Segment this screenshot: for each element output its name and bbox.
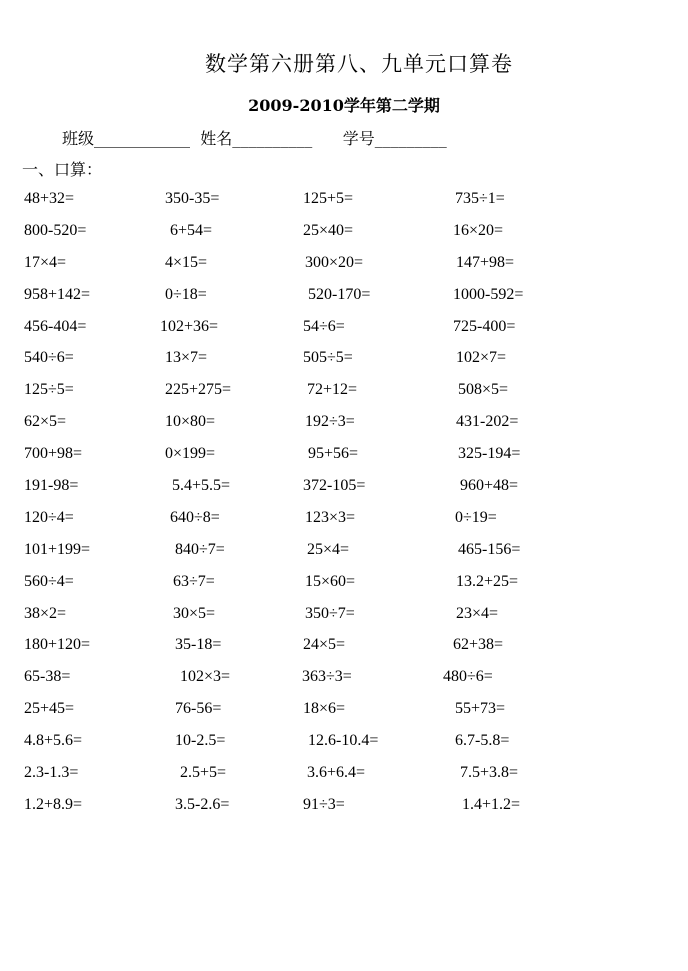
problem-item: 76-56= [175,700,222,718]
problem-row [0,537,688,569]
problem-item: 480÷6= [443,668,493,686]
problem-item: 372-105= [303,477,366,495]
problem-item: 3.5-2.6= [175,795,230,813]
problem-row [0,441,688,473]
problem-item: 25+45= [24,700,75,718]
problem-item: 180+120= [24,636,91,654]
problem-item: 1.2+8.9= [24,795,83,813]
problem-item: 960+48= [460,477,519,495]
problem-item: 700+98= [24,445,83,463]
problem-item: 13.2+25= [456,572,519,590]
problem-row [0,601,688,633]
problem-item: 325-194= [458,445,521,463]
problem-item: 191-98= [24,477,79,495]
problem-item: 125+5= [303,190,354,207]
problem-item: 0÷18= [165,285,207,303]
problem-row [0,186,688,218]
problem-item: 192÷3= [305,413,355,431]
problem-item: 55+73= [455,700,506,718]
problem-row [0,409,688,441]
problem-item: 10×80= [165,413,216,431]
problem-item: 1.4+1.2= [462,795,521,813]
problem-row [0,664,688,696]
problem-row [0,569,688,601]
problem-item: 800-520= [24,221,87,239]
problem-item: 350÷7= [305,604,355,622]
problem-item: 125÷5= [24,381,74,399]
problem-item: 958+142= [24,285,91,303]
exam-title: 数学第六册第八、九单元口算卷 [205,52,513,76]
problem-item: 725-400= [453,317,516,335]
problem-item: 13×7= [165,349,208,367]
problem-item: 5.4+5.5= [172,477,231,495]
problem-item: 560÷4= [24,572,74,590]
class-field: 班级____________ [62,129,191,148]
problem-item: 350-35= [165,190,220,207]
problem-item: 63÷7= [173,572,215,590]
problem-item: 456-404= [24,317,87,335]
problem-item: 54÷6= [303,317,345,335]
student-number-field: 学号_________ [342,129,447,148]
problem-row [0,314,688,346]
problem-item: 38×2= [24,604,67,622]
problem-row [0,345,688,377]
problem-item: 431-202= [456,413,519,431]
problem-item: 16×20= [453,221,504,239]
problem-item: 2.5+5= [180,764,227,782]
student-info-line [62,126,447,149]
problem-row [0,760,688,792]
problem-item: 0×199= [165,445,216,463]
problem-item: 6+54= [170,221,213,239]
problem-item: 65-38= [24,668,71,686]
name-field: 姓名__________ [200,129,313,148]
problem-item: 120÷4= [24,508,74,526]
problem-item: 95+56= [308,445,359,463]
problem-item: 2.3-1.3= [24,764,79,782]
problem-item: 102×3= [180,668,231,686]
problem-item: 25×4= [307,540,350,558]
problem-row [0,218,688,250]
problem-item: 101+199= [24,540,91,558]
problem-item: 840÷7= [175,540,225,558]
problem-item: 30×5= [173,604,216,622]
problem-row [0,473,688,505]
problem-item: 23×4= [456,604,499,622]
problem-item: 4×15= [165,253,208,271]
problem-item: 3.6+6.4= [307,764,366,782]
problem-item: 48+32= [24,190,75,207]
problem-item: 102×7= [456,349,507,367]
problem-item: 25×40= [303,221,354,239]
problem-row [0,250,688,282]
problem-item: 35-18= [175,636,222,654]
problem-item: 18×6= [303,700,346,718]
problem-item: 540÷6= [24,349,74,367]
problem-item: 10-2.5= [175,732,226,750]
problem-item: 102+36= [160,317,219,335]
problem-row [0,792,688,824]
problem-item: 15×60= [305,572,356,590]
problem-item: 123×3= [305,508,356,526]
problem-item: 363÷3= [302,668,352,686]
problem-item: 91÷3= [303,795,345,813]
problem-item: 505÷5= [303,349,353,367]
problem-item: 0÷19= [455,508,497,526]
problem-item: 4.8+5.6= [24,732,83,750]
problem-item: 1000-592= [453,285,524,303]
problem-item: 17×4= [24,253,67,271]
section-heading: 一、口算： [22,160,103,179]
problem-row [0,728,688,760]
problem-item: 62×5= [24,413,67,431]
problem-item: 6.7-5.8= [455,732,510,750]
exam-subtitle: 2009-2010学年第二学期 [248,96,440,115]
problem-item: 24×5= [303,636,346,654]
problem-item: 225+275= [165,381,232,399]
problem-item: 300×20= [305,253,364,271]
problem-item: 72+12= [307,381,358,399]
problem-row [0,632,688,664]
problem-item: 147+98= [456,253,515,271]
problem-row [0,696,688,728]
problem-grid [0,186,688,824]
problem-item: 520-170= [308,285,371,303]
problem-item: 12.6-10.4= [308,732,379,750]
problem-item: 62+38= [453,636,504,654]
problem-row [0,282,688,314]
problem-item: 465-156= [458,540,521,558]
problem-item: 640÷8= [170,508,220,526]
problem-row [0,377,688,409]
problem-item: 508×5= [458,381,509,399]
problem-row [0,505,688,537]
problem-item: 7.5+3.8= [460,764,519,782]
problem-item: 735÷1= [455,190,505,207]
